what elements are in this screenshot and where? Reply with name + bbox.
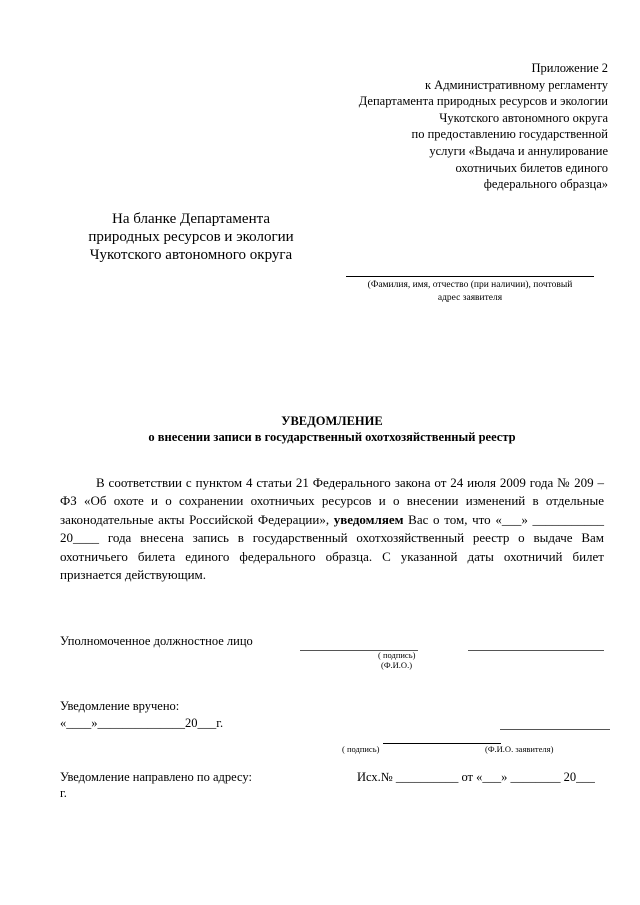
addressee-field-line: [346, 276, 594, 277]
appendix-line: услуги «Выдача и аннулирование: [429, 143, 608, 158]
appendix-line: по предоставлению государственной: [411, 127, 608, 142]
delivered-fio-line: [500, 729, 610, 730]
appendix-line: к Административному регламенту: [424, 77, 608, 92]
title-main: УВЕДОМЛЕНИЕ: [281, 414, 383, 428]
letterhead-line: природных ресурсов и экологии: [88, 229, 294, 245]
addressee-caption-line: адрес заявителя: [437, 293, 503, 303]
appendix-line: Чукотского автономного округа: [439, 110, 608, 125]
letterhead-note: [80, 210, 302, 264]
official-fio-line: [468, 650, 604, 651]
document-title: [60, 413, 604, 445]
delivered-date: «____»______________20___г.: [60, 716, 224, 730]
letterhead-line: Чукотского автономного округа: [89, 247, 293, 263]
appendix-line: Приложение 2: [531, 61, 608, 75]
body-paragraph: [60, 474, 604, 584]
letterhead-line: На бланке Департамента: [111, 211, 271, 227]
title-sub: о внесении записи в государственный охотхозяйственный реестр: [148, 430, 516, 444]
addressee-caption-line: (Фамилия, имя, отчество (при наличии), почтовый: [367, 280, 573, 290]
delivered-label: Уведомление вручено:: [60, 699, 180, 713]
appendix-header: [359, 60, 608, 193]
body-text-part2: Вас о том, что «___» ___________ 20____ года внесена запись в государственный охотхозяйственный реестр о выдаче Вам охотничьего билета единого федерального образца. С указанной даты охотничий билет признается действующим.: [60, 511, 605, 583]
sent-label: Уведомление направлено по адресу:: [60, 770, 252, 784]
appendix-line: федерального образца»: [483, 177, 608, 192]
addressee-caption: [346, 279, 594, 305]
sent-year-suffix: г.: [60, 786, 67, 800]
appendix-line: охотничьих билетов единого: [455, 160, 608, 175]
delivered-fio-caption: (Ф.И.О. заявителя): [485, 744, 554, 754]
official-fio-caption: (Ф.И.О.): [381, 660, 413, 670]
body-text-bold: уведомляем: [333, 511, 404, 527]
appendix-line: Департамента природных ресурсов и экологии: [358, 94, 608, 109]
delivered-signature-caption: ( подпись): [342, 744, 380, 754]
official-label: Уполномоченное должностное лицо: [60, 634, 253, 648]
outgoing-number: Исх.№ __________ от «___» ________ 20___: [357, 770, 595, 784]
official-signature-caption: ( подпись): [378, 650, 416, 660]
delivered-signature-line: [383, 743, 501, 744]
body-text-part1: В соответствии с пунктом 4 статьи 21 Федерального закона от 24 июля 2009 года № 209 – ФЗ «Об охоте и о сохранении охотничьих ресурсов и о внесении изменений в отдельные законодательные акты Российской Федерации»,: [60, 475, 604, 527]
